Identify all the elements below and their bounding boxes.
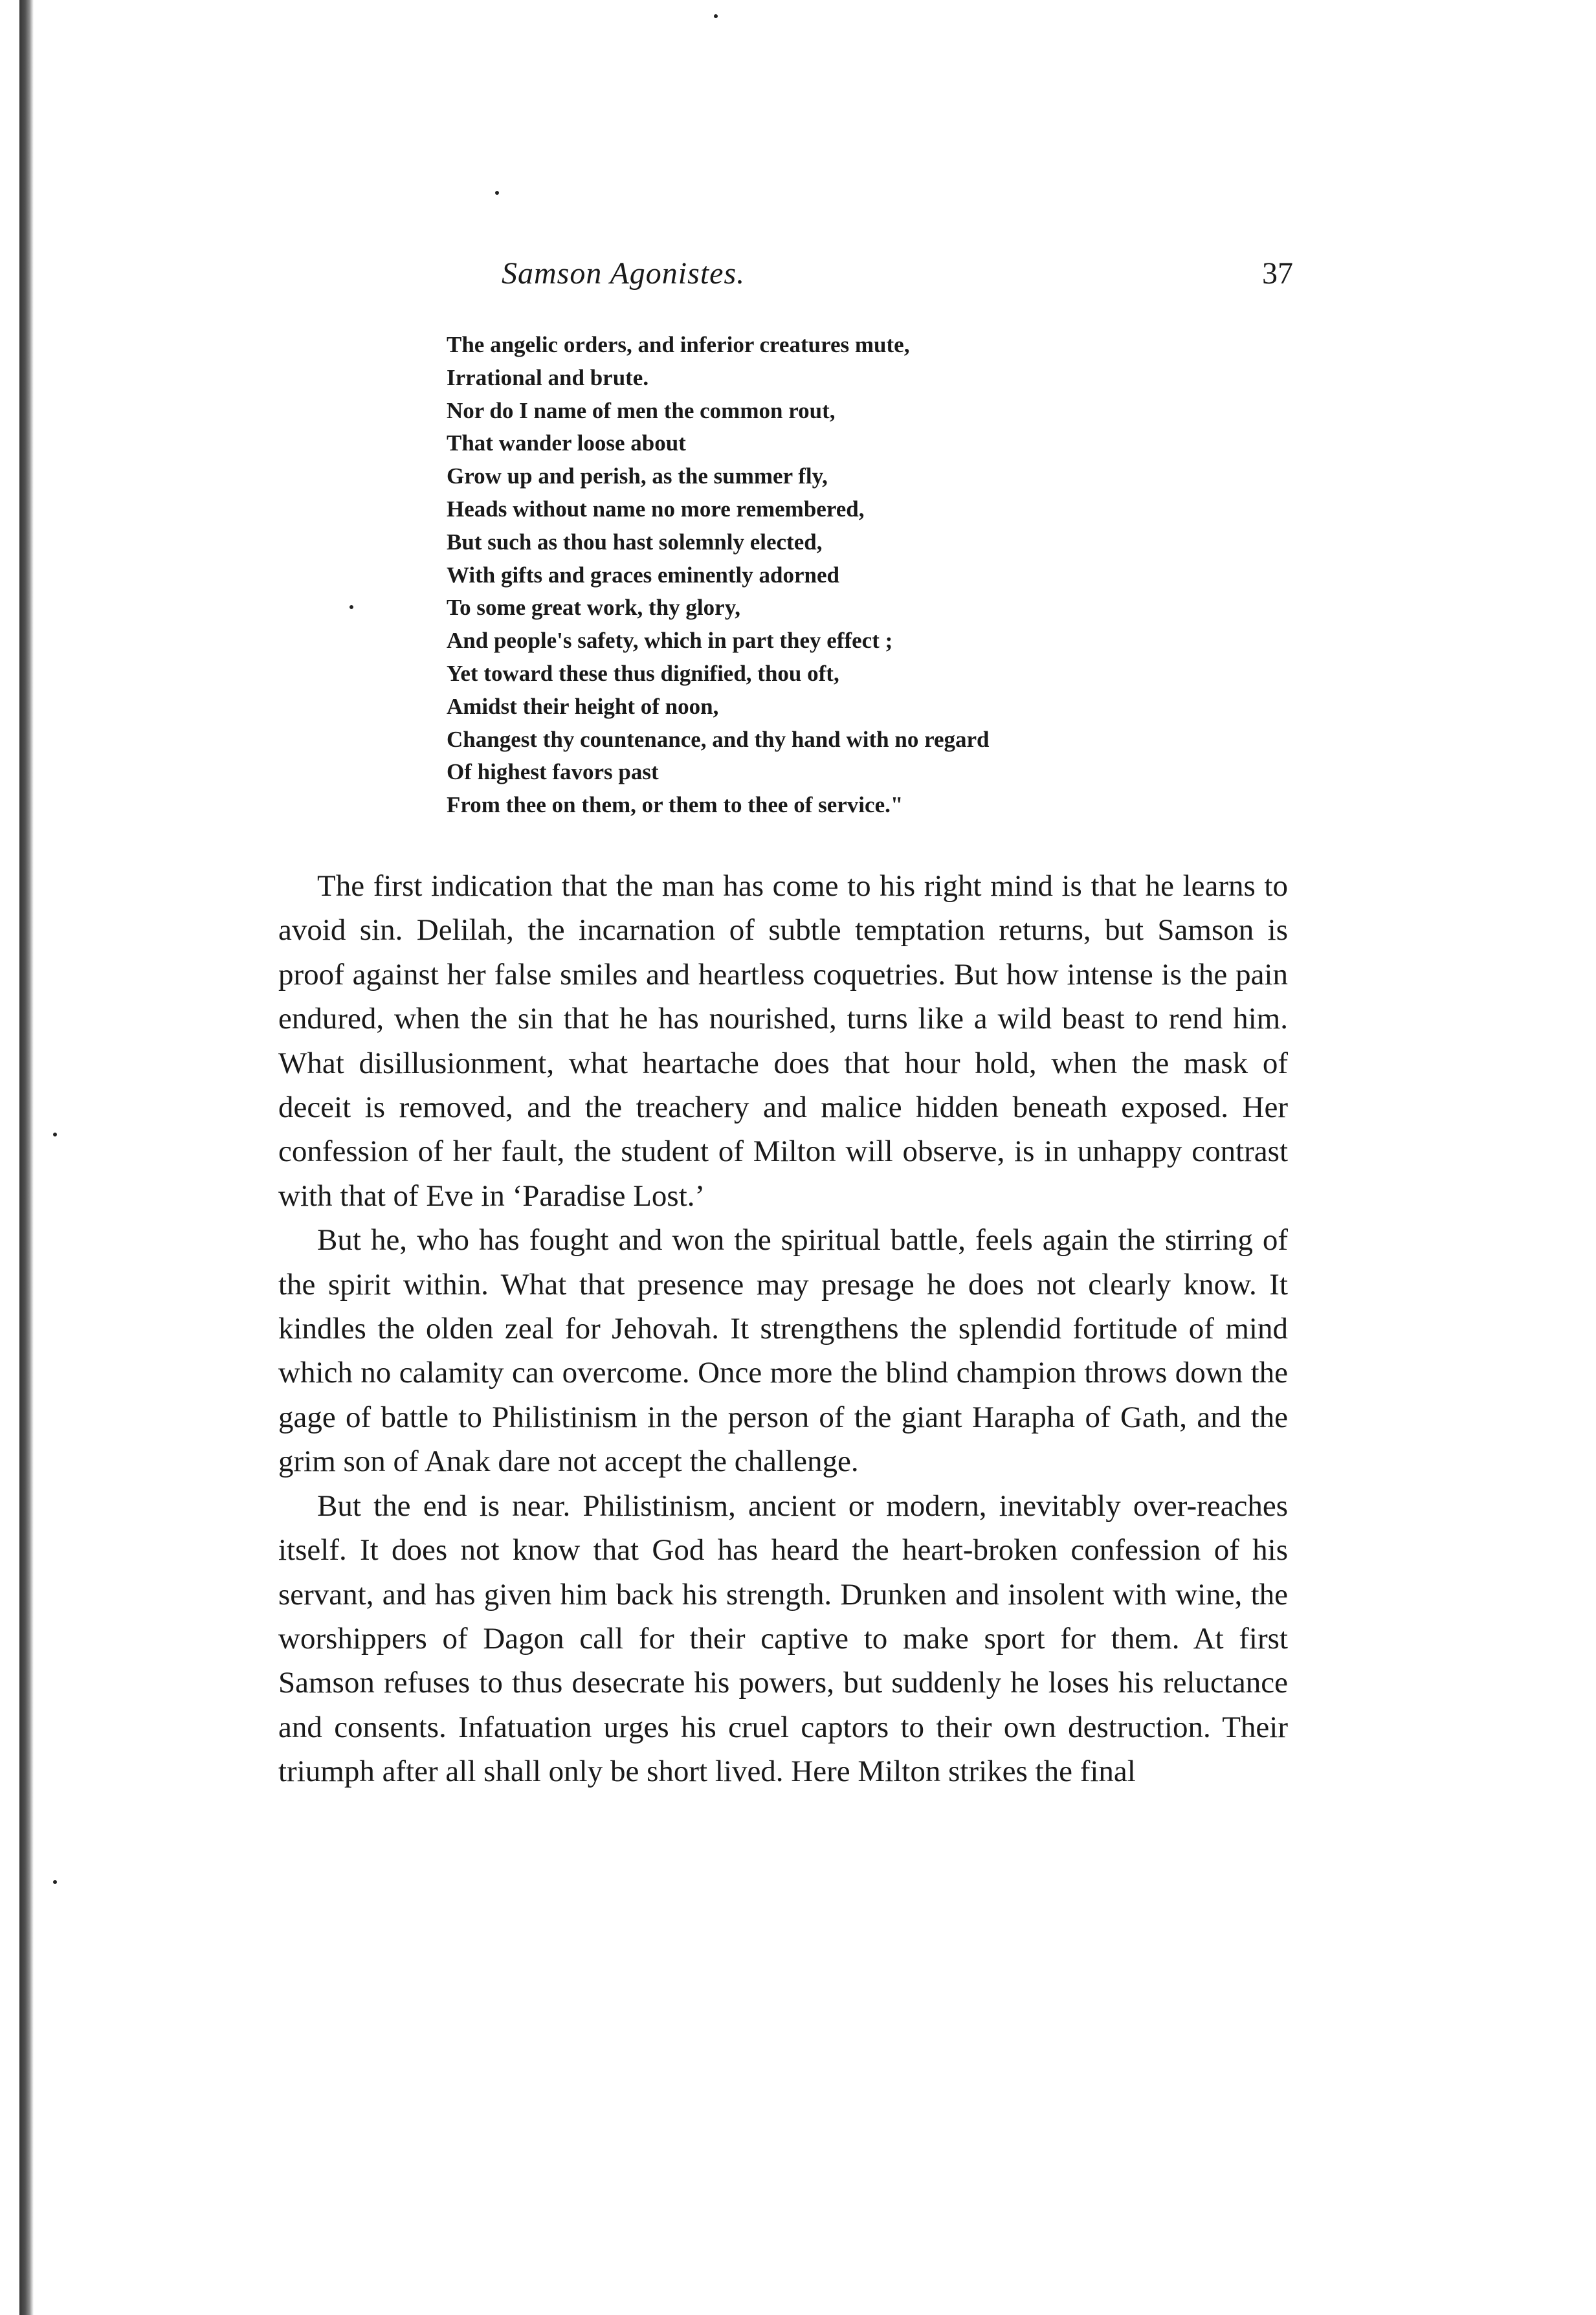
poem-line: With gifts and graces eminently adorned <box>447 562 839 588</box>
poem-line: Of highest favors past <box>447 759 659 785</box>
body-paragraph: The first indication that the man has come to his right mind is that he learns to avoid sin. Delilah, the incarnation of subtle temptation returns, but Samson is proof against her false smiles and heartless coquetries. But how intense is the pain endured, when the sin that he has nourished, turns like a wild beast to rend him. What disillusionment, what heartache does that hour hold, when the mask of deceit is removed, and the treachery and malice hidden beneath exposed. Her confession of her fault, the student of Milton will observe, is in unhappy contrast with that of Eve in ‘Paradise Lost.’ <box>278 869 1288 1213</box>
print-speck <box>349 605 353 609</box>
body-text <box>278 864 1288 1794</box>
poem-line: Heads without name no more remembered, <box>447 496 865 522</box>
poem-line: Changest thy countenance, and thy hand with no regard <box>447 726 990 752</box>
print-speck <box>714 14 718 18</box>
body-paragraph: But the end is near. Philistinism, ancient or modern, inevitably over-reaches itself. It does not know that God has heard the heart-broken confession of his servant, and has given him back his strength. Drunken and insolent with wine, the worshippers of Dagon call for their captive to make sport for them. At first Samson refuses to thus desecrate his powers, but suddenly he loses his reluctance and consents. Infatuation urges his cruel captors to their own destruction. Their triumph after all shall only be short lived. Here Milton strikes the final <box>278 1489 1288 1789</box>
running-head <box>0 256 1596 307</box>
print-speck <box>53 1880 57 1884</box>
body-paragraph: But he, who has fought and won the spiritual battle, feels again the stirring of the spirit within. What that presence may presage he does not clearly know. It kindles the olden zeal for Jehovah. It strengthens the splendid fortitude of mind which no calamity can overcome. Once more the blind champion throws down the gage of battle to Philistinism in the person of the giant Harapha of Gath, and the grim son of Anak dare not accept the challenge. <box>278 1223 1288 1479</box>
poem-line: And people's safety, which in part they effect ; <box>447 628 893 654</box>
print-speck <box>495 191 499 195</box>
poem-line: From thee on them, or them to thee of service." <box>447 792 903 818</box>
running-title: Samson Agonistes. <box>502 256 746 291</box>
page-number: 37 <box>1262 256 1293 291</box>
poem-line: Amidst their height of noon, <box>447 693 719 719</box>
poem-line: The angelic orders, and inferior creatures mute, <box>447 332 910 357</box>
poem-line: That wander loose about <box>447 430 686 456</box>
poem-line: Irrational and brute. <box>447 364 649 390</box>
poem-line: But such as thou hast solemnly elected, <box>447 529 823 555</box>
poem-line: Nor do I name of men the common rout, <box>447 397 836 423</box>
poem-line: Yet toward these thus dignified, thou oft, <box>447 660 839 686</box>
poem-quotation <box>447 329 1353 822</box>
print-speck <box>53 1133 57 1136</box>
page-binding-edge <box>19 0 34 2315</box>
poem-line: To some great work, thy glory, <box>447 595 741 621</box>
poem-line: Grow up and perish, as the summer fly, <box>447 463 828 489</box>
